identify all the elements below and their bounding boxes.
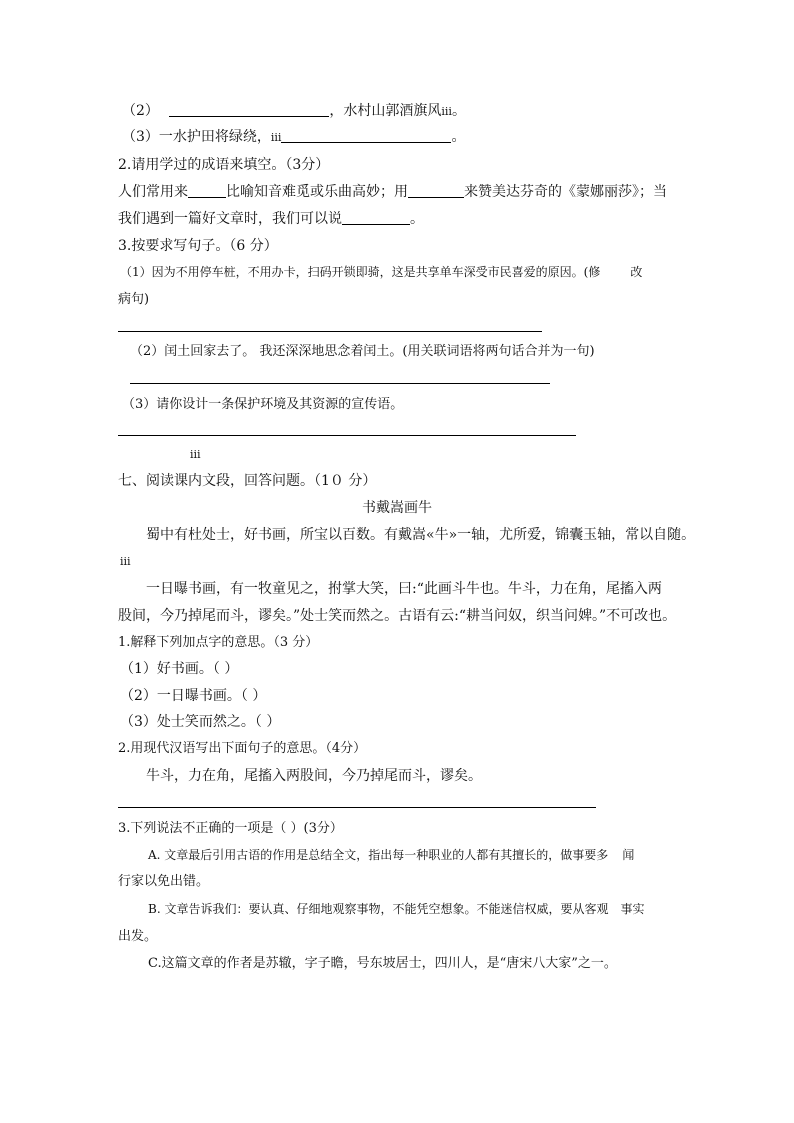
text: 我们遇到一篇好文章时，我们可以说 (118, 211, 342, 227)
q3-option-b-line1 (148, 903, 644, 915)
answer-line[interactable] (130, 383, 550, 384)
q3-option-a-line1 (148, 849, 634, 861)
q3-title: 3.下列说法不正确的一项是（ ）(3分） (118, 821, 343, 836)
punct: 。 (451, 103, 466, 119)
text: 闻 (622, 848, 635, 862)
text: 改 (630, 265, 643, 279)
rewrite-question-title: 3.按要求写句子。（6 分） (118, 238, 278, 254)
idiom-question-title: 2.请用学过的成语来填空。（3分） (118, 157, 330, 173)
item-number: （2） (122, 103, 159, 119)
q1-title: 1.解释下列加点字的意思。（3 分） (118, 635, 319, 650)
answer-blank[interactable] (169, 104, 329, 117)
answer-line[interactable] (118, 807, 596, 808)
passage-para-2-line2: 股间，今乃掉尾而斗，谬矣。”处士笑而然之。古语有云:“耕当问奴，织当问婢。”不可改也。 (118, 608, 677, 624)
idiom-line-2 (118, 212, 424, 226)
answer-line[interactable] (118, 331, 542, 332)
section-7-title: 七、阅读课内文段，回答问题。（1０ 分） (118, 473, 377, 489)
passage-para-1: 蜀中有杜处士，好书画，所宝以百数。有戴嵩«牛»一轴，尤所爱，锦囊玉轴，常以自随。 (146, 527, 696, 543)
passage-para-2-line1: 一日曝书画，有一牧童见之，拊掌大笑，曰:“此画斗牛也。牛斗，力在角，尾搐入两 (146, 581, 662, 597)
answer-blank[interactable] (188, 185, 226, 198)
answer-blank[interactable] (408, 185, 464, 198)
rewrite-q3: （3）请你设计一条保护环境及其资源的宣传语。 (122, 397, 404, 412)
q1-item-3: （3）处士笑而然之。（ ） (120, 714, 281, 730)
answer-line[interactable] (118, 435, 576, 436)
answer-blank[interactable] (342, 212, 410, 225)
q1-item-2: （2）一日曝书画。（ ） (120, 688, 267, 704)
text: 。 (410, 211, 424, 227)
idiom-line-1 (118, 185, 667, 199)
poem-text: ，水村山郭酒旗风 (329, 103, 442, 119)
stray-mark: ⅲ (190, 448, 201, 461)
poem-line-2 (122, 104, 466, 118)
q3-option-a-line2: 行家以免出错。 (118, 874, 210, 889)
text: 事实 (620, 902, 645, 916)
text: 人们常用来 (118, 184, 188, 200)
passage-title: 书戴嵩画牛 (362, 500, 432, 516)
q3-option-b-line2: 出发。 (118, 929, 158, 944)
rewrite-q2: （2）闰土回家去了。 我还深深地思念着闰土。(用关联词语将两句话合并为一句) (130, 344, 595, 359)
stray-mark: ⅲ (120, 555, 131, 568)
rewrite-q1-line1 (120, 266, 642, 278)
text: A. 文章最后引用古语的作用是总结全文，指出每一种职业的人都有其擅长的，做事要多 (148, 848, 609, 862)
stray-mark: ⅲ (270, 131, 282, 144)
text: （1）因为不用停车桩，不用办卡，扫码开锁即骑，这是共享单车深受市民喜爱的原因。(修 (120, 265, 601, 279)
q3-option-c: C.这篇文章的作者是苏辙，字子瞻，号东坡居士，四川人，是“唐宋八大家”之一。 (148, 956, 617, 971)
text: B. 文章告诉我们：要认真、仔细地观察事物，不能凭空想象。不能迷信权威，要从客观 (148, 902, 609, 916)
text: 比喻知音难觅或乐曲高妙；用 (226, 184, 408, 200)
text: 来赞美达芬奇的《蒙娜丽莎》；当 (464, 184, 667, 200)
answer-blank[interactable] (281, 130, 451, 143)
poem-text: （3）一水护田将绿绕， (122, 129, 271, 145)
q2-title: 2.用现代汉语写出下面句子的意思。（4分） (118, 741, 367, 756)
punct: 。 (451, 129, 466, 145)
q1-item-1: （1）好书画。（ ） (120, 661, 239, 677)
poem-line-3 (122, 130, 465, 144)
rewrite-q1-line2: 病句) (118, 292, 150, 307)
q2-sentence: 牛斗，力在角，尾搐入两股间，今乃掉尾而斗，谬矣。 (146, 768, 482, 784)
stray-mark: ⅲ (441, 105, 452, 118)
